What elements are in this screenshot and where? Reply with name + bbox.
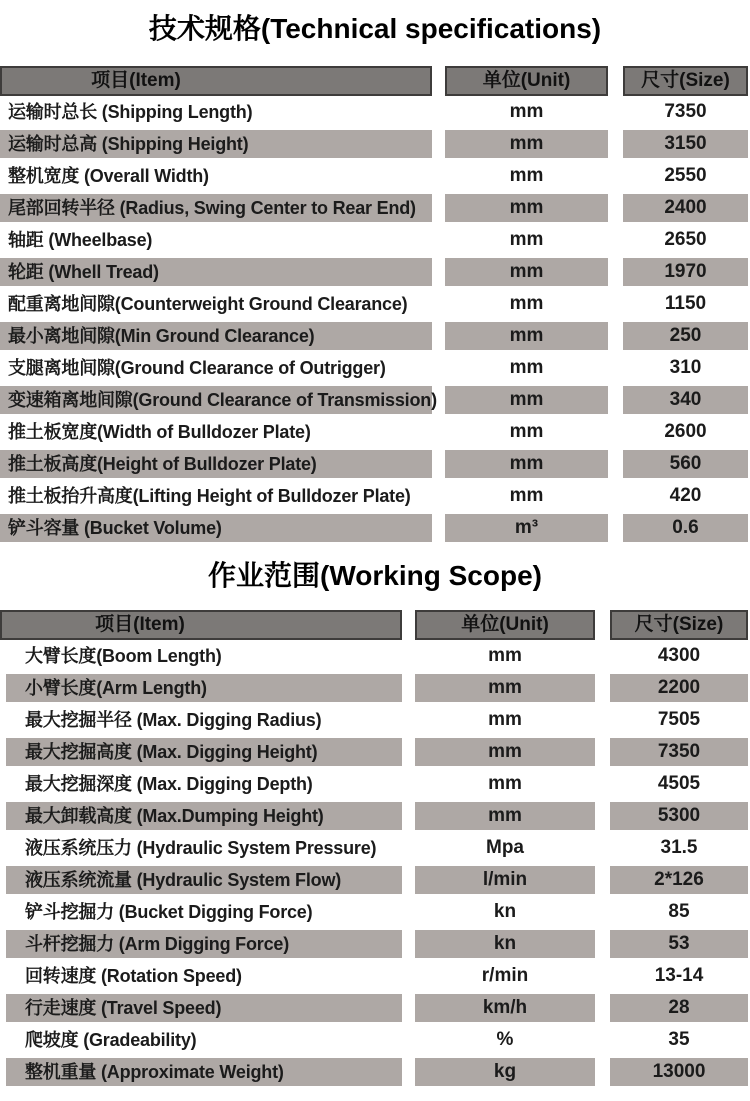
- column-header-item: [0, 610, 402, 640]
- size-cell: 1970: [623, 258, 748, 286]
- unit-cell: mm: [445, 130, 608, 158]
- item-cell: 运输时总长 (Shipping Length): [8, 102, 253, 122]
- size-cell: 2400: [623, 194, 748, 222]
- item-cell: 最大挖掘高度 (Max. Digging Height): [6, 738, 402, 766]
- table-header-row: [0, 610, 748, 640]
- item-cell: 爬坡度 (Gradeability): [25, 1030, 197, 1050]
- size-cell: 420: [669, 485, 702, 506]
- item-cell: 推土板高度(Height of Bulldozer Plate): [0, 450, 432, 478]
- item-cell: 最大卸载高度 (Max.Dumping Height): [6, 802, 402, 830]
- item-cell: 整机重量 (Approximate Weight): [6, 1058, 402, 1086]
- item-cell: 轮距 (Whell Tread): [0, 258, 432, 286]
- column-header-item-label: 项目(Item): [95, 614, 185, 635]
- table-row: [0, 480, 748, 512]
- unit-cell: mm: [445, 194, 608, 222]
- table-row: [0, 256, 748, 288]
- unit-cell: mm: [509, 357, 544, 378]
- table-row: [0, 320, 748, 352]
- unit-cell: Mpa: [486, 837, 524, 858]
- table-row: [0, 288, 748, 320]
- table-row: [0, 224, 748, 256]
- size-cell: 7350: [610, 738, 748, 766]
- table-row: [0, 640, 748, 672]
- unit-cell: mm: [488, 709, 522, 730]
- table-row: [0, 864, 748, 896]
- table-row: [0, 160, 748, 192]
- column-header-size: 尺寸(Size): [610, 610, 748, 640]
- item-cell: 支腿离地间隙(Ground Clearance of Outrigger): [8, 358, 386, 378]
- item-cell: 液压系统流量 (Hydraulic System Flow): [6, 866, 402, 894]
- table-row: [0, 352, 748, 384]
- unit-cell: kn: [493, 901, 517, 922]
- table-body: [0, 96, 748, 544]
- item-cell: 小臂长度(Arm Length): [6, 674, 402, 702]
- item-cell: 尾部回转半径 (Radius, Swing Center to Rear End): [0, 194, 432, 222]
- technical-specifications-title: 技术规格(Technical specifications): [148, 13, 602, 44]
- size-cell: 28: [610, 994, 748, 1022]
- item-cell: 斗杆挖掘力 (Arm Digging Force): [6, 930, 402, 958]
- item-cell: 回转速度 (Rotation Speed): [25, 966, 242, 986]
- size-cell: 2600: [664, 421, 707, 442]
- table-header-row: [0, 66, 748, 96]
- working-scope-title: 作业范围(Working Scope): [208, 560, 542, 591]
- table-row: [0, 736, 748, 768]
- unit-cell: mm: [488, 645, 522, 666]
- unit-cell: mm: [445, 258, 608, 286]
- item-cell: 最大挖掘半径 (Max. Digging Radius): [25, 710, 322, 730]
- size-cell: 13000: [610, 1058, 748, 1086]
- item-cell: 铲斗挖掘力 (Bucket Digging Force): [25, 902, 313, 922]
- item-cell: 推土板抬升高度(Lifting Height of Bulldozer Plate): [8, 486, 411, 506]
- item-cell: 铲斗容量 (Bucket Volume): [0, 514, 432, 542]
- table-row: [0, 992, 748, 1024]
- size-cell: 340: [623, 386, 748, 414]
- table-row: [0, 800, 748, 832]
- table-row: [0, 128, 748, 160]
- unit-cell: mm: [415, 802, 595, 830]
- table-row: [0, 192, 748, 224]
- unit-cell: mm: [445, 386, 608, 414]
- table-row: [0, 384, 748, 416]
- unit-cell: kn: [415, 930, 595, 958]
- size-cell: 310: [669, 357, 702, 378]
- table-row: [0, 704, 748, 736]
- column-header-item-label: 项目(Item): [91, 70, 181, 91]
- unit-cell: %: [496, 1029, 514, 1050]
- size-cell: 7350: [664, 101, 707, 122]
- table-row: [0, 1024, 748, 1056]
- unit-cell: mm: [445, 322, 608, 350]
- item-cell: 大臂长度(Boom Length): [25, 646, 222, 666]
- unit-cell: mm: [488, 773, 522, 794]
- item-cell: 配重离地间隙(Counterweight Ground Clearance): [8, 294, 408, 314]
- unit-cell: mm: [509, 229, 544, 250]
- size-cell: 3150: [623, 130, 748, 158]
- size-cell: 2*126: [610, 866, 748, 894]
- column-header-unit: 单位(Unit): [445, 66, 608, 96]
- unit-cell: mm: [509, 485, 544, 506]
- size-cell: 250: [623, 322, 748, 350]
- size-cell: 0.6: [623, 514, 748, 542]
- size-cell: 4300: [657, 645, 701, 666]
- unit-cell: mm: [509, 293, 544, 314]
- size-cell: 31.5: [660, 837, 698, 858]
- table-row: [0, 768, 748, 800]
- unit-cell: r/min: [481, 965, 529, 986]
- item-cell: 整机宽度 (Overall Width): [8, 166, 209, 186]
- size-cell: 4505: [657, 773, 701, 794]
- item-cell: 推土板宽度(Width of Bulldozer Plate): [8, 422, 311, 442]
- item-cell: 最小离地间隙(Min Ground Clearance): [0, 322, 432, 350]
- table-row: [0, 96, 748, 128]
- size-cell: 5300: [610, 802, 748, 830]
- item-cell: 液压系统压力 (Hydraulic System Pressure): [25, 838, 377, 858]
- size-cell: 85: [668, 901, 690, 922]
- unit-cell: mm: [509, 165, 544, 186]
- size-cell: 1150: [664, 293, 707, 314]
- table-row: [0, 896, 748, 928]
- table-row: [0, 672, 748, 704]
- size-cell: 13-14: [654, 965, 704, 986]
- size-cell: 35: [668, 1029, 690, 1050]
- table-row: [0, 512, 748, 544]
- size-cell: 2650: [664, 229, 707, 250]
- table-body: [0, 640, 748, 1088]
- technical-specifications-table: [0, 66, 748, 544]
- column-header-item: [0, 66, 432, 96]
- size-cell: 2200: [610, 674, 748, 702]
- size-cell: 7505: [657, 709, 701, 730]
- unit-cell: mm: [415, 738, 595, 766]
- column-header-size: 尺寸(Size): [623, 66, 748, 96]
- unit-cell: mm: [445, 450, 608, 478]
- item-cell: 变速箱离地间隙(Ground Clearance of Transmission): [0, 386, 432, 414]
- unit-cell: mm: [415, 674, 595, 702]
- unit-cell: km/h: [415, 994, 595, 1022]
- unit-cell: l/min: [415, 866, 595, 894]
- size-cell: 560: [623, 450, 748, 478]
- table-row: [0, 928, 748, 960]
- working-scope-table: [0, 610, 748, 1088]
- item-cell: 行走速度 (Travel Speed): [6, 994, 402, 1022]
- table-row: [0, 416, 748, 448]
- unit-cell: mm: [509, 421, 544, 442]
- unit-cell: mm: [509, 101, 544, 122]
- size-cell: 53: [610, 930, 748, 958]
- table-row: [0, 1056, 748, 1088]
- table-row: [0, 448, 748, 480]
- unit-cell: m³: [445, 514, 608, 542]
- table-row: [0, 960, 748, 992]
- item-cell: 运输时总高 (Shipping Height): [0, 130, 432, 158]
- item-cell: 最大挖掘深度 (Max. Digging Depth): [25, 774, 313, 794]
- table-row: [0, 832, 748, 864]
- unit-cell: kg: [415, 1058, 595, 1086]
- item-cell: 轴距 (Wheelbase): [8, 230, 153, 250]
- size-cell: 2550: [664, 165, 707, 186]
- column-header-unit: 单位(Unit): [415, 610, 595, 640]
